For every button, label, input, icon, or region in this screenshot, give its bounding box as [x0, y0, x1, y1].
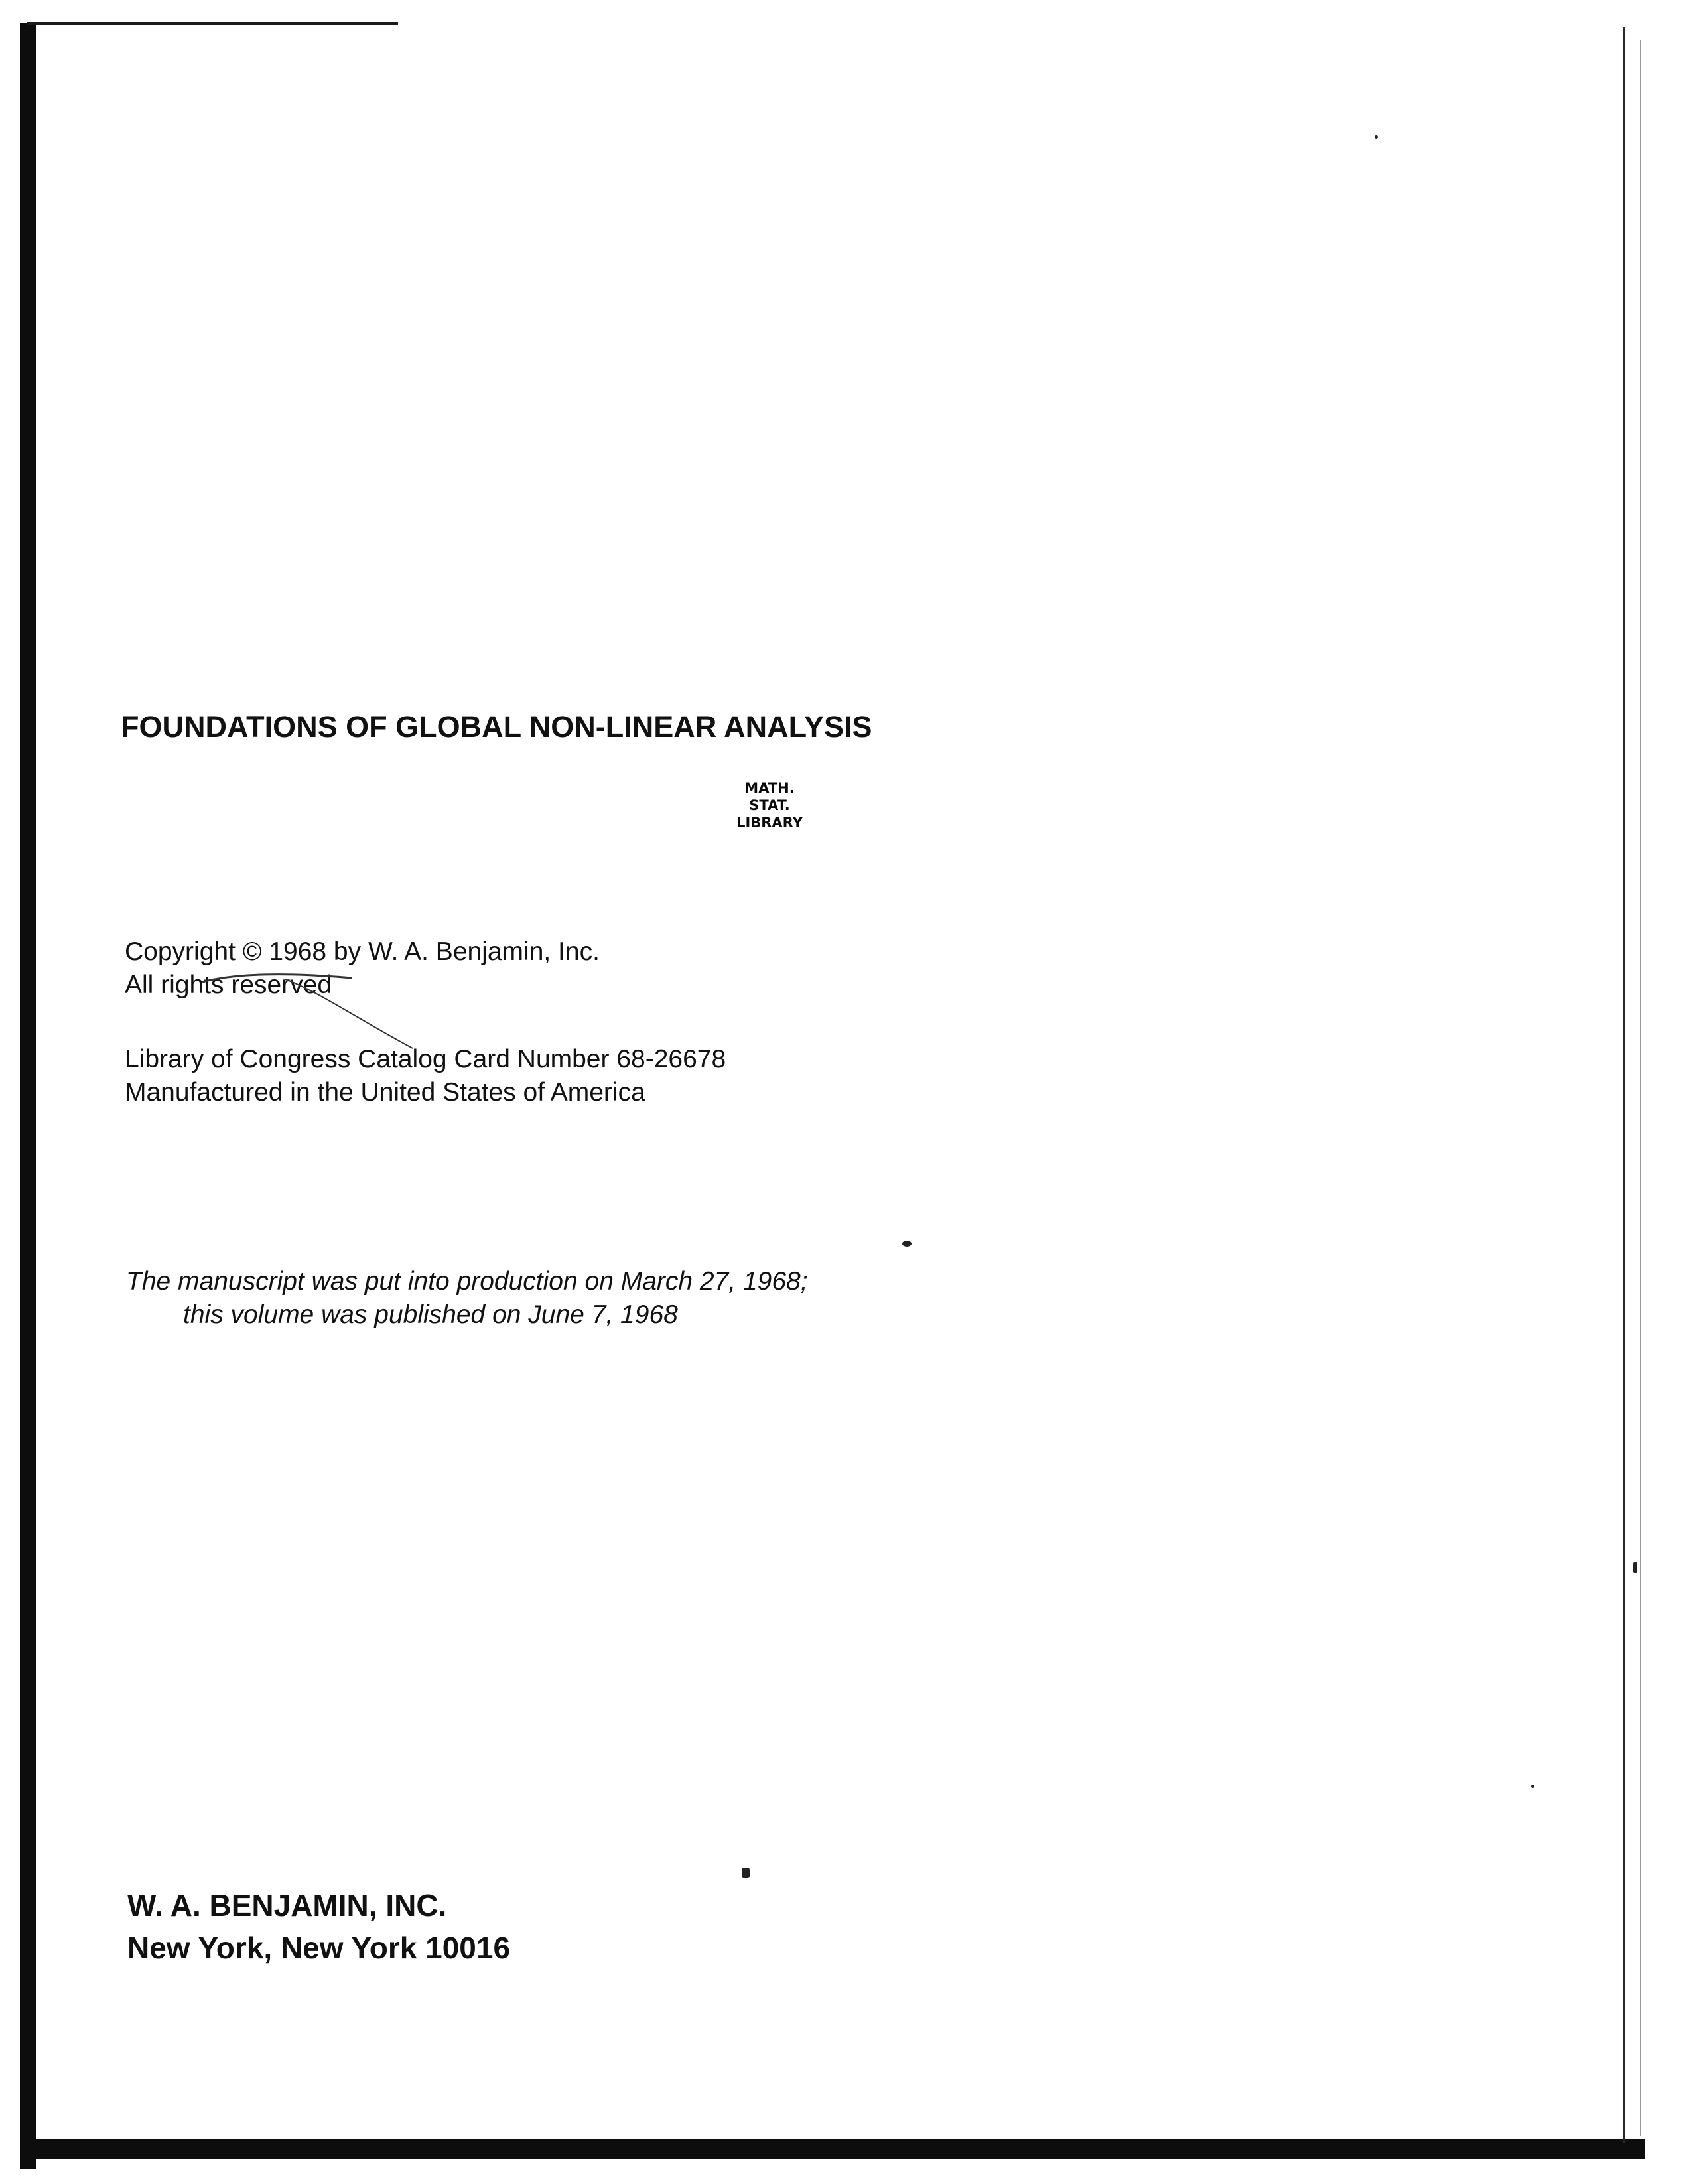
page-edge-left	[20, 23, 36, 2169]
pencil-mark	[199, 970, 418, 1050]
copyright-line: Copyright © 1968 by W. A. Benjamin, Inc.	[125, 937, 600, 966]
catalog-block	[125, 1043, 726, 1109]
publisher-block	[127, 1884, 510, 1969]
library-stamp	[720, 780, 819, 831]
rights-line: All rights reserved	[125, 971, 332, 999]
manufactured-line: Manufactured in the United States of America	[125, 1078, 645, 1107]
page-edge-right-shadow	[1640, 40, 1641, 2136]
publisher-name: W. A. BENJAMIN, INC.	[127, 1888, 447, 1923]
scan-speck	[1375, 135, 1378, 139]
publisher-address: New York, New York 10016	[127, 1931, 511, 1965]
scan-speck	[1531, 1785, 1534, 1788]
stamp-line: MATH.	[744, 780, 795, 796]
scan-speck	[742, 1868, 750, 1878]
page-edge-bottom	[20, 2139, 1645, 2159]
scan-speck	[1633, 1562, 1637, 1573]
book-title: FOUNDATIONS OF GLOBAL NON-LINEAR ANALYSIS	[121, 710, 872, 744]
stamp-line: STAT.	[749, 797, 790, 813]
production-note	[126, 1265, 808, 1331]
scan-speck	[902, 1241, 912, 1247]
catalog-number-line: Library of Congress Catalog Card Number 68-26678	[125, 1045, 726, 1073]
page-edge-right	[1623, 27, 1625, 2143]
production-line: The manuscript was put into production on March 27, 1968;	[126, 1267, 808, 1296]
page-edge-top	[27, 22, 398, 25]
published-line: this volume was published on June 7, 1968	[183, 1300, 678, 1329]
stamp-line: LIBRARY	[736, 815, 803, 831]
